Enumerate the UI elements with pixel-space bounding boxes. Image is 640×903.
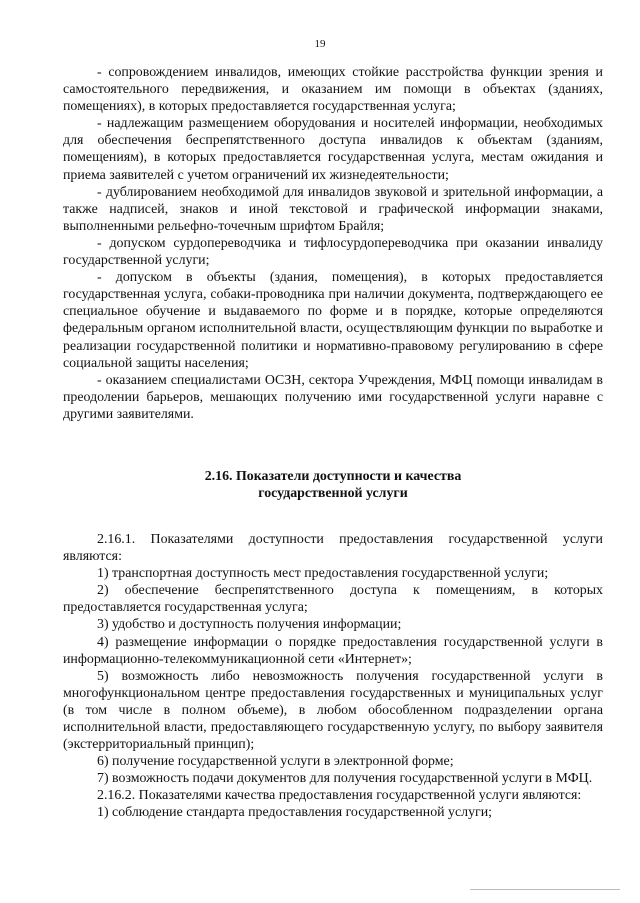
page-number: 19 [314, 38, 326, 50]
list-item: 6) получение государственной услуги в электронной форме; [97, 754, 454, 770]
paragraph: - оказанием специалистами ОСЗН, сектора Учреждения, МФЦ помощи инвалидам в преодолении барьеров, мешающих получению ими государственной услуги наравне с другими заявителями. [63, 372, 603, 422]
paragraph: 2.16.2. Показателями качества предоставления государственной услуги являются: [97, 788, 582, 804]
paragraph: - дублированием необходимой для инвалидов звуковой и зрительной информации, а также надписей, знаков и иной текстовой и графической информации знаками, выполненными рельефно-точечным шрифтом Брайля; [63, 184, 603, 234]
paragraph: - допуском в объекты (здания, помещения), в которых предоставляется государственная услуга, собаки-проводника при наличии документа, подтверждающего ее специальное обучение и выдаваемого по форме и в порядке, которые определяются федеральным органом исполнительной власти, осуществляющим функции по выработке и реализации государственной политики и нормативно-правовому регулированию в сфере социальной защиты населения; [63, 270, 603, 371]
list-item: 1) соблюдение стандарта предоставления государственной услуги; [97, 805, 493, 821]
spacer [63, 503, 603, 531]
document-body [63, 64, 603, 822]
paragraph: - надлежащим размещением оборудования и носителей информации, необходимых для обеспечения беспрепятственного доступа инвалидов к объектам (зданиям, помещениям), в которых предоставляется государственная услуга, местам ожидания и приема заявителей с учетом ограничений их жизнедеятельности; [63, 116, 603, 183]
paragraph: - сопровождением инвалидов, имеющих стойкие расстройства функции зрения и самостоятельного передвижения, и оказанием им помощи в объектах (зданиях, помещениях), в которых предоставляется государственная услуга; [63, 65, 603, 115]
spacer [63, 423, 603, 468]
list-item: 5) возможность либо невозможность получения государственной услуги в многофункциональном центре предоставления государственных и муниципальных услуг (в том числе в полном объеме), в любом обособленном подразделении органа исполнительной власти, предоставляющего государственную услугу, по выбору заявителя (экстерриториальный принцип); [63, 668, 603, 753]
list-item: 4) размещение информации о порядке предоставления государственной услуги в информационно-телекоммуникационной сети «Интернет»; [63, 634, 603, 667]
list-item: 2) обеспечение беспрепятственного доступа к помещениям, в которых предоставляется государственная услуга; [63, 583, 603, 616]
list-item: 7) возможность подачи документов для получения государственной услуги в МФЦ. [97, 771, 593, 787]
section-heading-line1: 2.16. Показатели доступности и качества [204, 468, 462, 484]
section-heading-line2: государственной услуги [258, 486, 408, 502]
paragraph: - допуском сурдопереводчика и тифлосурдопереводчика при оказании инвалиду государственной услуги; [63, 235, 603, 269]
list-item: 3) удобство и доступность получения информации; [97, 617, 402, 633]
paragraph: 2.16.1. Показателями доступности предоставления государственной услуги являются: [63, 531, 603, 565]
scan-edge-line [470, 889, 620, 890]
list-item: 1) транспортная доступность мест предоставления государственной услуги; [97, 566, 549, 582]
